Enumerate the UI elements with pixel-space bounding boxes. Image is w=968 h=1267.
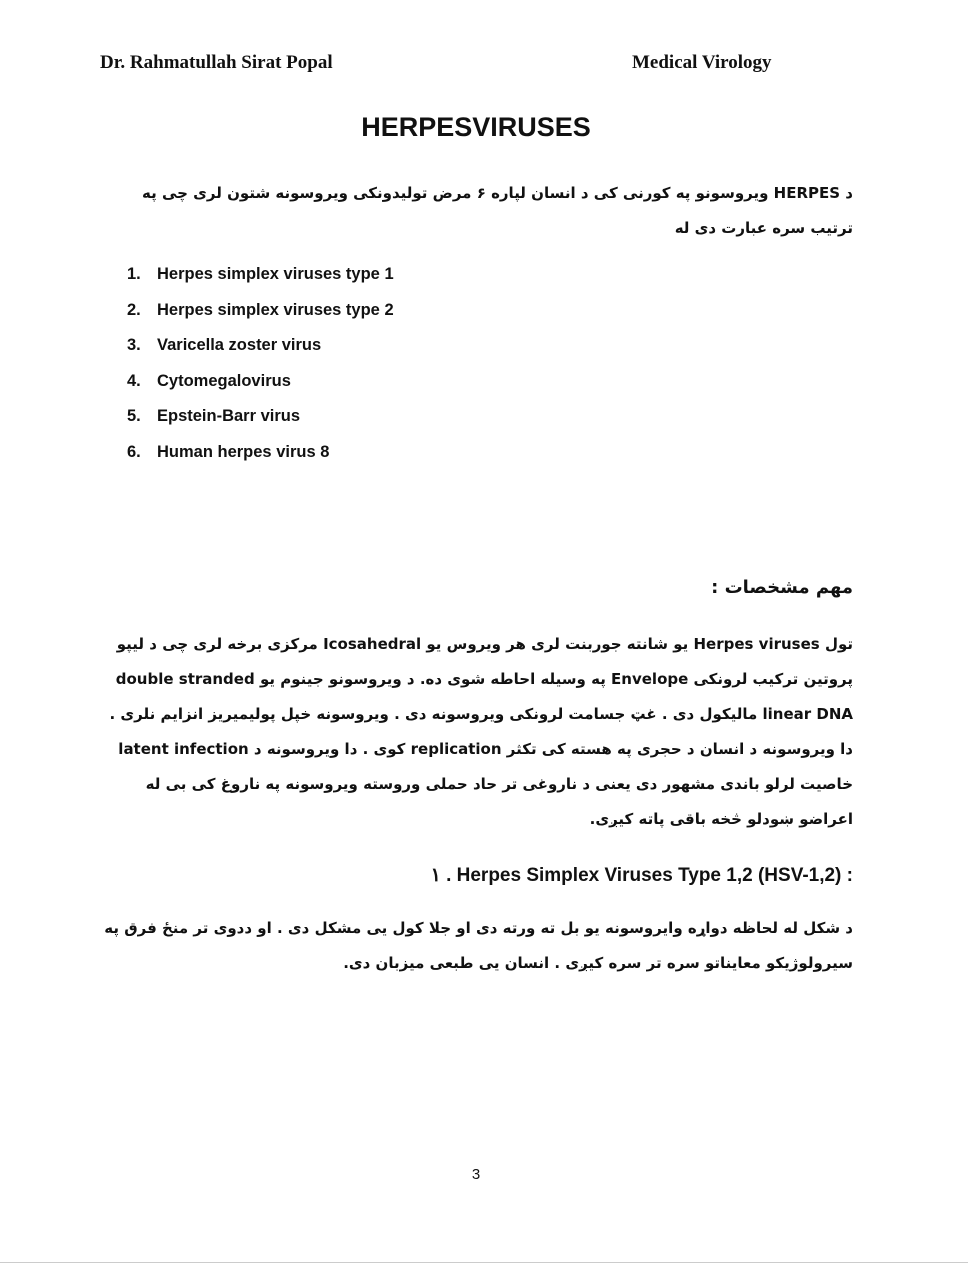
- list-item-label: Human herpes virus 8: [157, 442, 330, 461]
- header-subject: Medical Virology: [632, 52, 772, 73]
- page-number: 3: [471, 1166, 481, 1183]
- list-item-number: 4.: [127, 371, 141, 390]
- list-item: [127, 400, 394, 436]
- intro-paragraph: د HERPES ویروسونو په کورنی کی د انسان لپاره ۶ مرض تولیدونکی ویروسونه شتون لری چی په ترتیب سره عبارت دی له: [142, 184, 853, 237]
- list-item-number: 1.: [127, 265, 141, 283]
- list-item-label: Epstein-Barr virus: [157, 407, 301, 425]
- hsv-heading: ۱ . Herpes Simplex Viruses Type 1,2 (HSV-1,2) :: [430, 865, 853, 886]
- features-paragraph: تول Herpes viruses یو شانته جوربنت لری هر ویروس یو Icosahedral مرکزی برخه لری چی د لیپو پروتین ترکیب لرونکی Envelope په وسیله احاطه شوی ده. د ویروسونو جینوم یو double stranded linear DNA مالیکول دی . غټ جسامت لرونکی ویروسونه دی . ویروسونه خپل پولیمیریز انزایم نلری . دا ویروسونه د انسان د حجری په هسته کی تکثر replication کوی . دا ویروسونه د latent infection خاصیت لرلو باندی مشهور دی یعنی د ناروغی تر حاد حملی وروسته ویروسونه په ناروغ کی بی له اعراضو ښودلو څخه باقی پاته کیږی.: [109, 635, 853, 828]
- list-item-number: 6.: [127, 442, 141, 461]
- list-item-number: 2.: [127, 300, 141, 319]
- list-item: [127, 294, 394, 330]
- list-item-label: Herpes simplex viruses type 1: [157, 265, 394, 283]
- list-item-label: Herpes simplex viruses type 2: [157, 300, 394, 319]
- list-item: [127, 258, 394, 294]
- list-item: [127, 436, 394, 472]
- page-bottom-divider: [0, 1262, 968, 1263]
- virus-list: [127, 258, 394, 471]
- list-item-label: Cytomegalovirus: [157, 371, 291, 390]
- list-item-number: 5.: [127, 407, 141, 425]
- hsv-paragraph: د شکل له لحاظه دواړه وایروسونه یو بل ته ورته دی او جلا کول یی مشکل دی . او ددوی تر منځ فرق په سیرولوژیکو معایناتو سره تر سره کیږی . انسان یی طبعی میزبان دی.: [104, 919, 853, 972]
- features-heading: مهم مشخصات :: [711, 577, 853, 598]
- list-item: [127, 329, 394, 365]
- page-title: HERPESVIRUSES: [361, 112, 591, 142]
- list-item-label: Varicella zoster virus: [157, 336, 322, 354]
- list-item-number: 3.: [127, 336, 141, 354]
- header-author: Dr. Rahmatullah Sirat Popal: [100, 52, 333, 73]
- list-item: [127, 365, 394, 401]
